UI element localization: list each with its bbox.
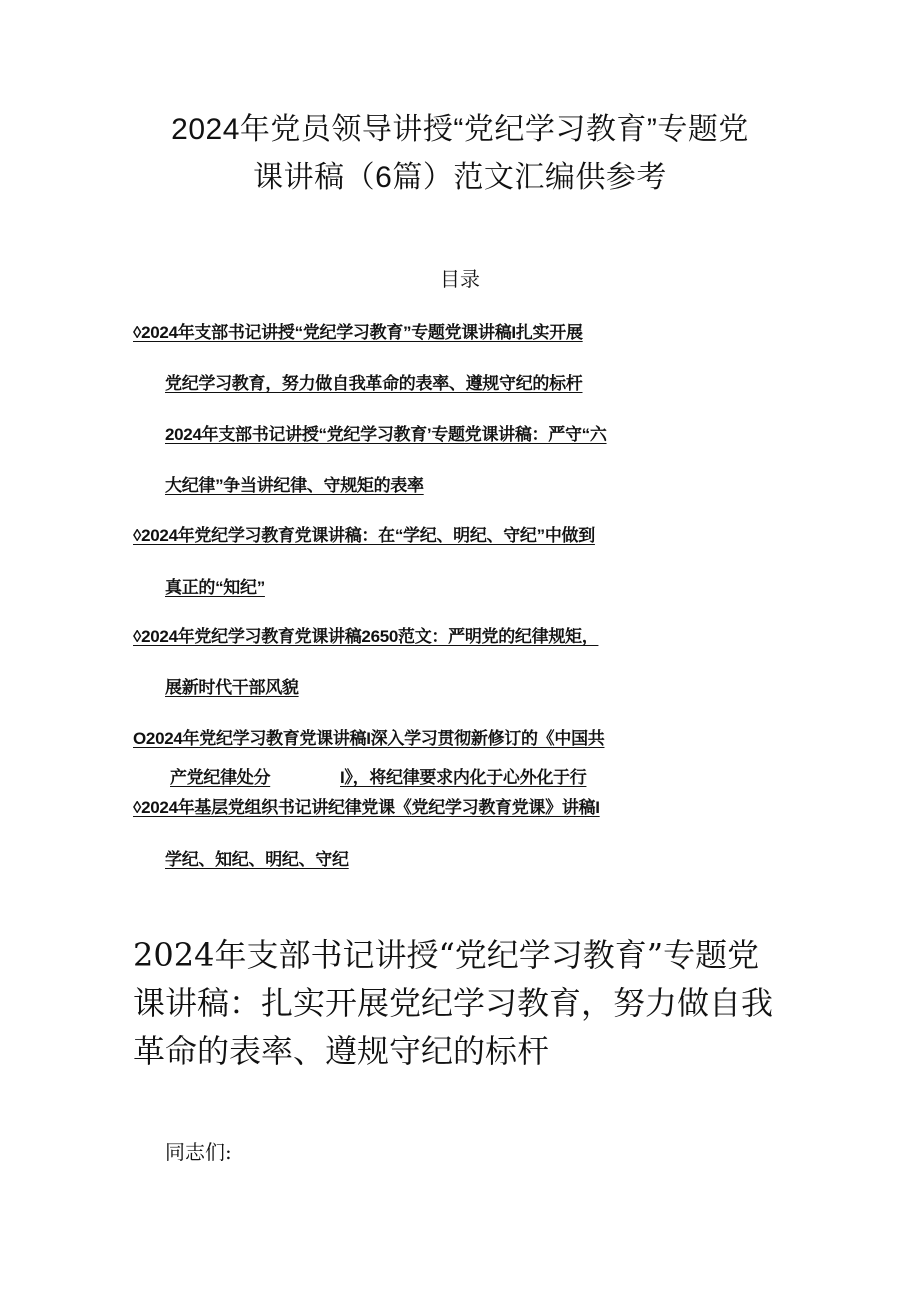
toc-entry-5-line-1[interactable]: O2024年党纪学习教育党课讲稿I深入学习贯彻新修订的《中国共	[133, 729, 605, 748]
toc-entry-3-line-1[interactable]: ◊2024年党纪学习教育党课讲稿：在“学纪、明纪、守纪”中做到	[133, 526, 595, 545]
toc-entry-1-line-2[interactable]: 党纪学习教育，努力做自我革命的表率、遵规守纪的标杆	[165, 374, 583, 393]
section-heading-line-2: 课讲稿：扎实开展党纪学习教育，努力做自我	[133, 984, 774, 1022]
toc-entry-2-line-2[interactable]: 大纪律”争当讲纪律、守规矩的表率	[165, 476, 424, 495]
toc-heading: 目录	[440, 269, 480, 291]
toc-entry-1-line-1[interactable]: ◊2024年支部书记讲授“党纪学习教育”专题党课讲稿I扎实开展	[133, 323, 583, 342]
toc-entry-2-line-1[interactable]: 2024年支部书记讲授“党纪学习教育’专题党课讲稿：严守“六	[165, 425, 607, 444]
toc-entry-3-line-2[interactable]: 真正的“知纪”	[165, 578, 265, 597]
document-title-line-1: 2024年党员领导讲授“党纪学习教育”专题党	[171, 113, 749, 146]
toc-entry-4-line-1[interactable]: ◊2024年党纪学习教育党课讲稿2650范文：严明党的纪律规矩，	[133, 627, 599, 646]
section-heading-line-1: 2024年支部书记讲授“党纪学习教育”专题党	[133, 936, 760, 974]
toc-entry-5-line-2b[interactable]: I》，将纪律要求内化于心外化于行	[340, 768, 587, 787]
document-title-line-2: 课讲稿（6篇）范文汇编供参考	[253, 161, 667, 194]
toc-entry-6-line-2[interactable]: 学纪、知纪、明纪、守纪	[165, 850, 349, 869]
toc-entry-5-line-2a[interactable]: 产党纪律处分	[170, 768, 271, 787]
toc-entry-6-line-1[interactable]: ◊2024年基层党组织书记讲纪律党课《党纪学习教育党课》讲稿I	[133, 798, 600, 817]
section-heading-line-3: 革命的表率、遵规守纪的标杆	[133, 1032, 550, 1070]
salutation: 同志们:	[165, 1140, 232, 1164]
toc-entry-4-line-2[interactable]: 展新时代干部风貌	[165, 678, 299, 697]
